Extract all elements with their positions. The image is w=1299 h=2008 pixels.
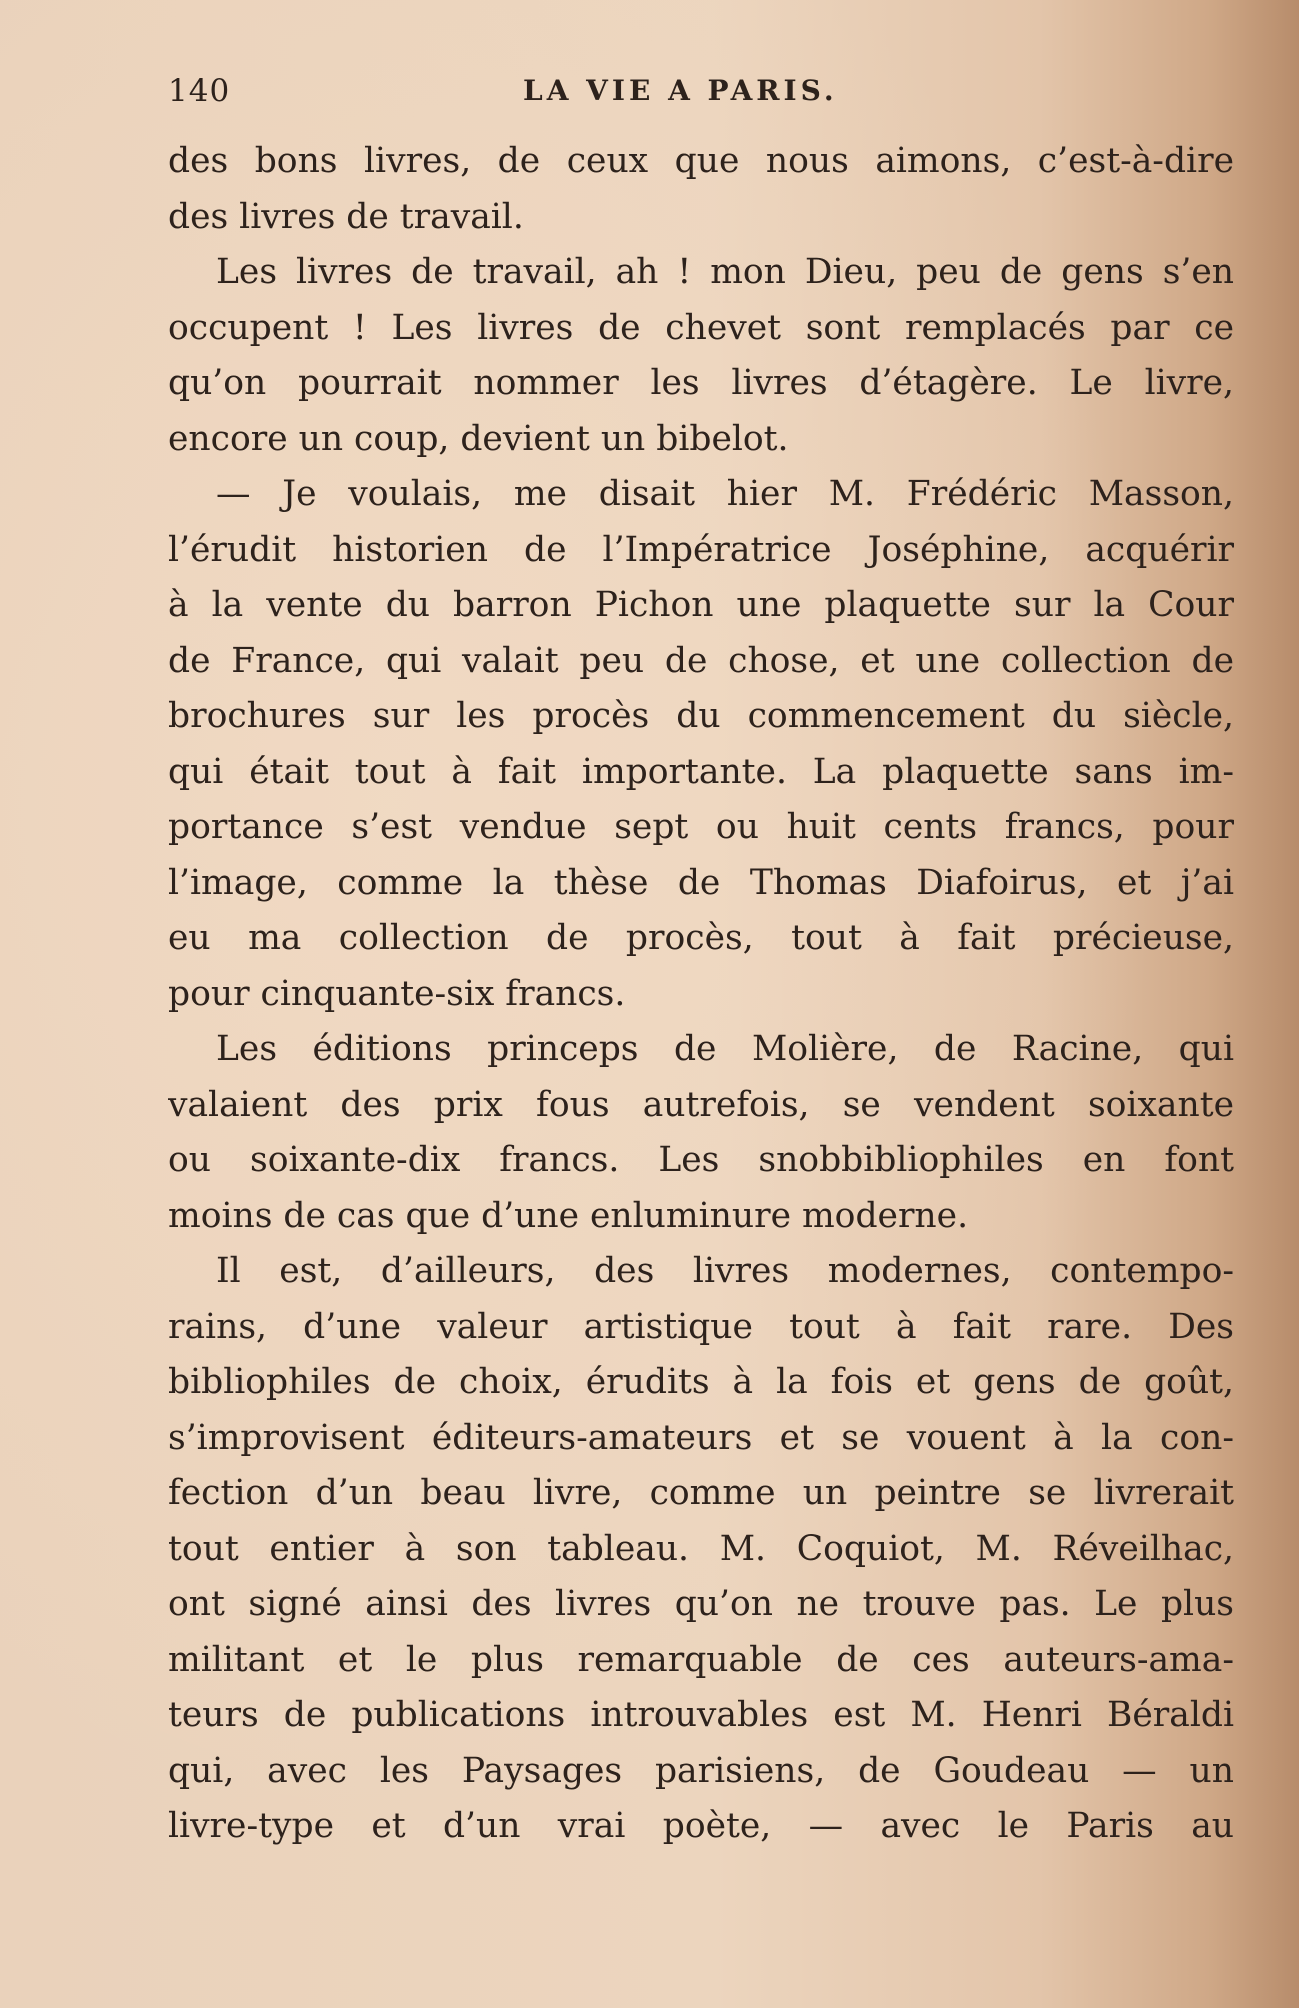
text-line: teurs de publications introuvables est M. Henri Béraldi (168, 1695, 1234, 1735)
text-line: qui, avec les Paysages parisiens, de Goudeau — un (168, 1750, 1234, 1791)
text-line: Il est, d’ailleurs, des livres modernes, contempo- (216, 1251, 1234, 1291)
text-line: pour cinquante-six francs. (168, 973, 626, 1014)
text-line: Les éditions princeps de Molière, de Racine, qui (216, 1029, 1234, 1069)
text-line: de France, qui valait peu de chose, et une collection de (168, 640, 1234, 681)
text-line: encore un coup, devient un bibelot. (168, 418, 789, 459)
text-line: fection d’un beau livre, comme un peintre se livrerait (168, 1473, 1234, 1513)
text-line: Les livres de travail, ah ! mon Dieu, peu de gens s’en (216, 252, 1234, 292)
text-line: brochures sur les procès du commencement du siècle, (168, 696, 1234, 736)
text-line: des livres de travail. (168, 196, 524, 237)
text-line: valaient des prix fous autrefois, se vendent soixante (168, 1084, 1234, 1125)
text-line: à la vente du barron Pichon une plaquette sur la Cour (168, 585, 1234, 625)
text-line: ont signé ainsi des livres qu’on ne trouve pas. Le plus (168, 1584, 1234, 1624)
body-text (168, 134, 1234, 1855)
text-line: rains, d’une valeur artistique tout à fait rare. Des (168, 1306, 1234, 1347)
text-line: eu ma collection de procès, tout à fait précieuse, (168, 918, 1234, 958)
text-line: s’improvisent éditeurs-amateurs et se vouent à la con- (168, 1417, 1234, 1458)
text-line: occupent ! Les livres de chevet sont remplacés par ce (168, 307, 1234, 348)
text-line: l’érudit historien de l’Impératrice Joséphine, acquérir (168, 529, 1234, 570)
text-line: l’image, comme la thèse de Thomas Diafoirus, et j’ai (168, 862, 1234, 903)
text-line: bibliophiles de choix, érudits à la fois et gens de goût, (168, 1362, 1234, 1402)
text-line: des bons livres, de ceux que nous aimons, c’est-à-dire (168, 141, 1234, 181)
text-line: qu’on pourrait nommer les livres d’étagère. Le livre, (168, 363, 1234, 403)
text-line: militant et le plus remarquable de ces auteurs-ama- (168, 1639, 1234, 1680)
text-line: livre-type et d’un vrai poète, — avec le Paris au (168, 1806, 1234, 1846)
text-line: portance s’est vendue sept ou huit cents francs, pour (168, 807, 1234, 847)
text-line: qui était tout à fait importante. La plaquette sans im- (168, 751, 1234, 792)
page-number: 140 (168, 73, 231, 109)
text-line: ou soixante-dix francs. Les snobbibliophiles en font (168, 1140, 1234, 1180)
text-line: moins de cas que d’une enluminure moderne. (168, 1195, 969, 1236)
running-title: LA VIE A PARIS. (523, 74, 838, 107)
text-line: — Je voulais, me disait hier M. Frédéric Masson, (216, 474, 1234, 514)
text-line: tout entier à son tableau. M. Coquiot, M. Réveilhac, (168, 1528, 1234, 1569)
page-header (168, 66, 1234, 116)
